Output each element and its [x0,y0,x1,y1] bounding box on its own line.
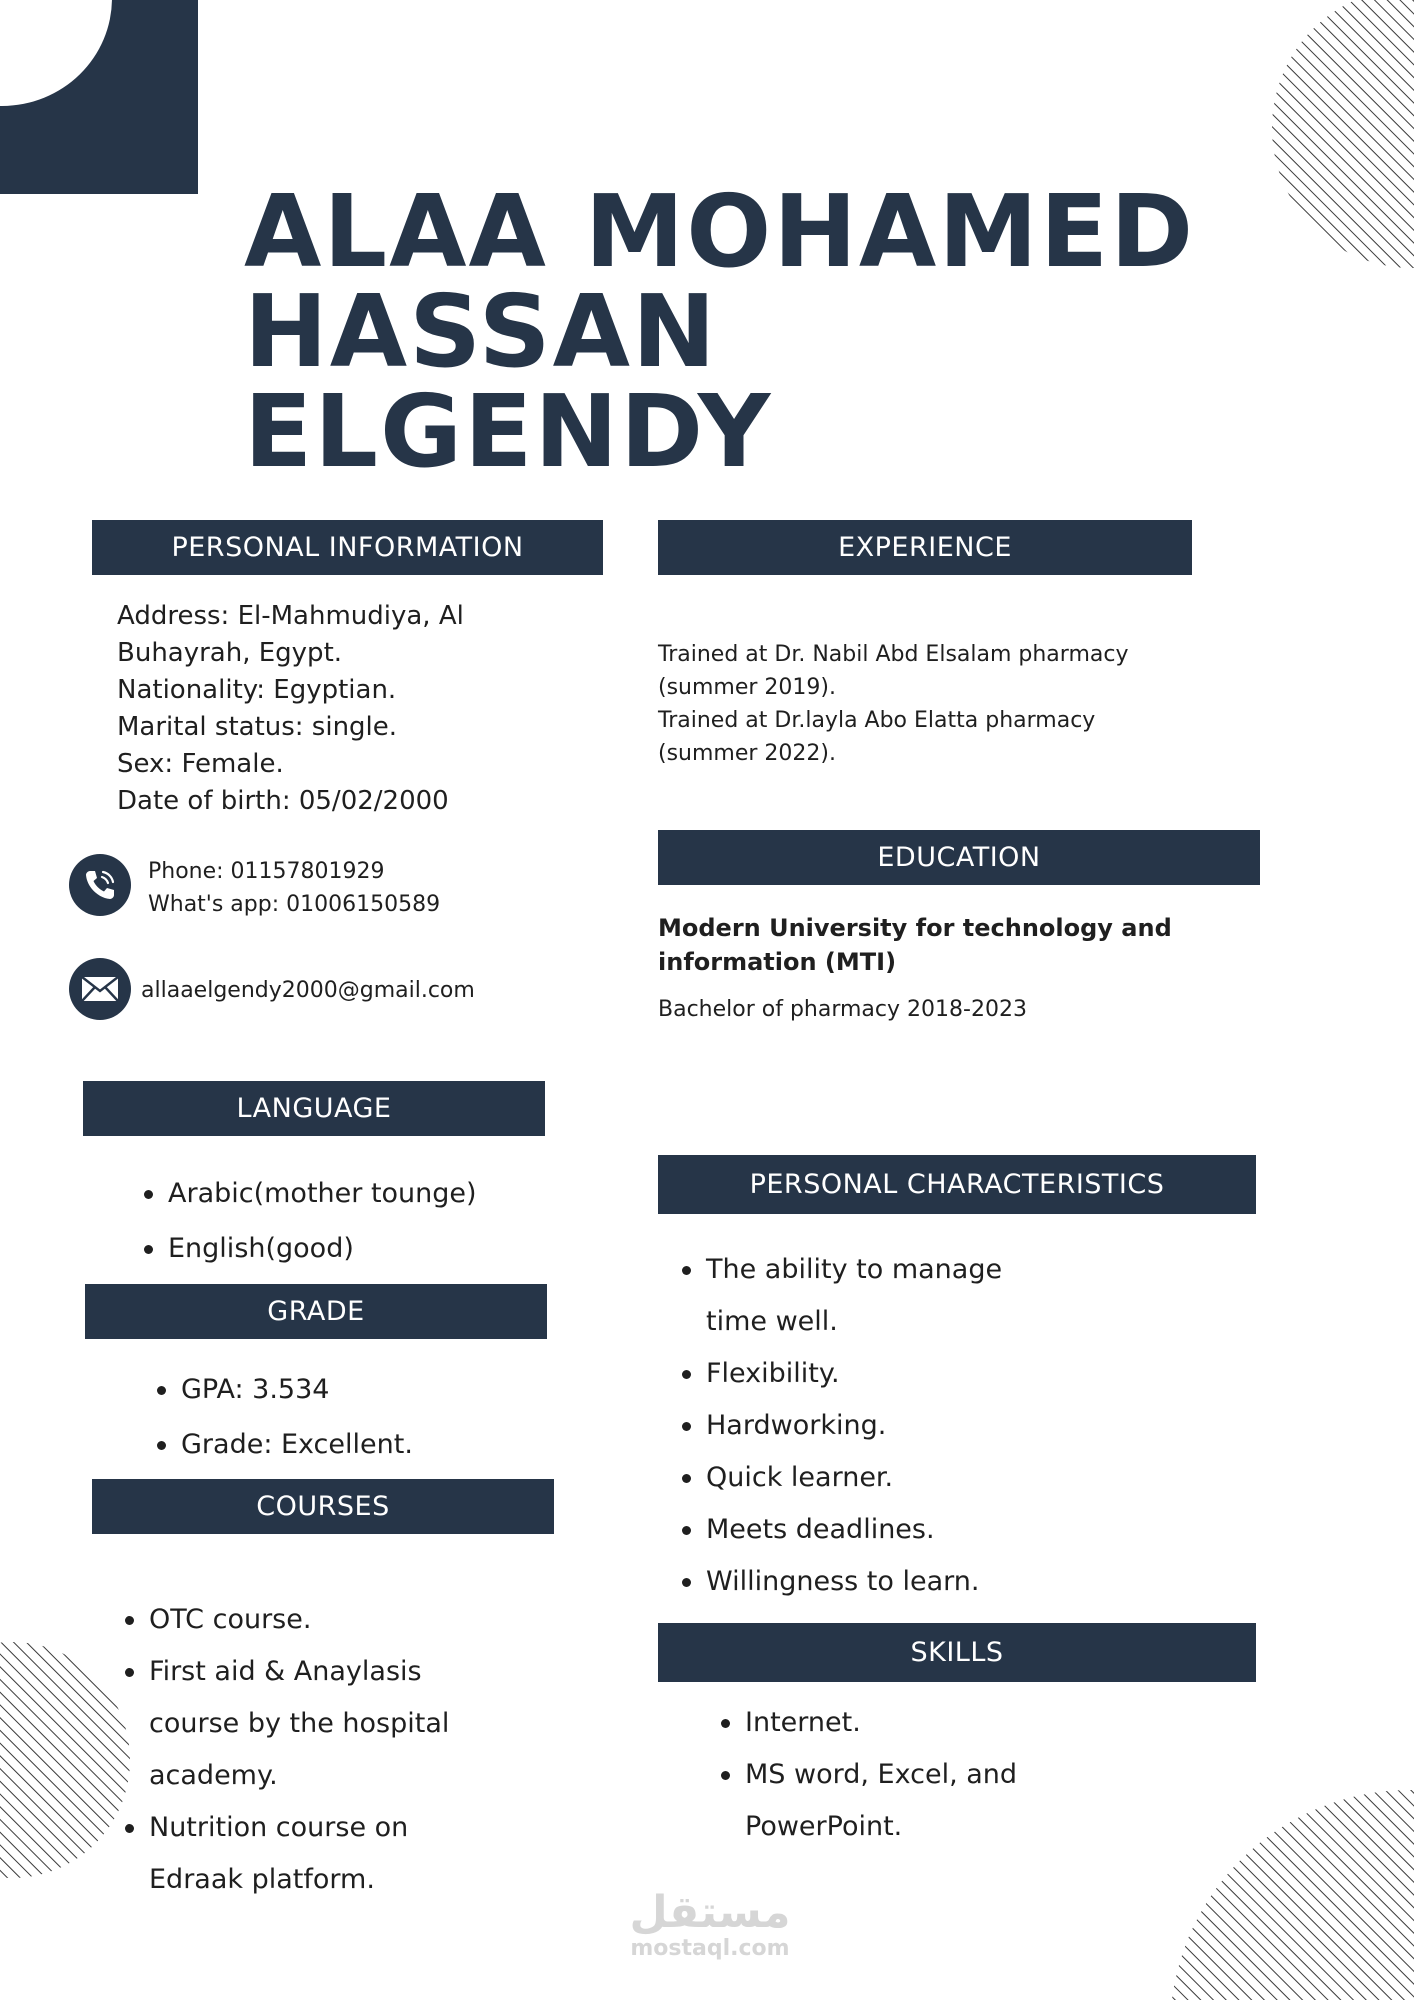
address-line-1: Address: El-Mahmudiya, Al [117,601,464,631]
list-item [680,1244,1240,1348]
watermark [620,1887,800,1962]
nationality: Nationality: Egyptian. [117,675,397,705]
hatched-circle-bottom-left [0,1642,132,1882]
email-address: allaaelgendy2000@gmail.com [141,978,475,1003]
characteristic-time-line-2: time well. [706,1306,838,1337]
language-item-arabic: Arabic(mother tounge) [168,1178,477,1209]
skill-office-line-2: PowerPoint. [745,1811,903,1842]
list-item [155,1362,575,1417]
language-item-english: English(good) [168,1233,354,1264]
grade-heading [85,1284,547,1339]
experience-block [658,638,1218,770]
course-first-aid-line-3: academy. [149,1760,278,1791]
characteristic-time-line-1: The ability to manage [706,1254,1003,1285]
degree: Bachelor of pharmacy 2018-2023 [658,997,1027,1022]
whatsapp-number: What's app: 01006150589 [148,892,441,917]
watermark-arabic: مستقل [629,1887,791,1938]
list-item [680,1504,1240,1556]
courses-list [123,1594,583,1906]
name-line-2: HASSAN ELGENDY [244,273,773,490]
skills-heading-label: SKILLS [910,1637,1004,1668]
characteristic-quick-learner: Quick learner. [706,1462,894,1493]
education-heading-label: EDUCATION [877,842,1041,873]
envelope-icon [69,958,131,1020]
course-nutrition-line-2: Edraak platform. [149,1864,375,1895]
course-first-aid-line-1: First aid & Anaylasis [149,1656,422,1687]
skill-internet: Internet. [745,1707,861,1738]
name-line-1: ALAA MOHAMED [244,173,1196,290]
institution-line-1: Modern University for technology and [658,914,1172,942]
list-item [680,1556,1240,1608]
courses-heading [92,1479,554,1534]
list-item [155,1417,575,1472]
experience-line-3: Trained at Dr.layla Abo Elatta pharmacy [658,708,1096,733]
characteristic-deadlines: Meets deadlines. [706,1514,935,1545]
grade-list [155,1362,575,1472]
sex: Sex: Female. [117,749,284,779]
course-otc: OTC course. [149,1604,312,1635]
phone-icon [69,854,131,916]
list-item [123,1646,583,1802]
skills-heading [658,1623,1256,1682]
address-line-2: Buhayrah, Egypt. [117,638,343,668]
experience-line-2: (summer 2019). [658,675,836,700]
personal-information-heading-label: PERSONAL INFORMATION [171,532,524,563]
phone-icon-glyph [81,866,119,904]
course-first-aid-line-2: course by the hospital [149,1708,450,1739]
experience-heading-label: EXPERIENCE [838,532,1012,563]
marital-status: Marital status: single. [117,712,398,742]
hatched-circle-top-right [1272,0,1414,270]
institution-line-2: information (MTI) [658,948,897,976]
list-item [680,1452,1240,1504]
language-heading [83,1081,545,1136]
experience-line-4: (summer 2022). [658,741,836,766]
phone-block [148,855,548,921]
characteristic-willingness: Willingness to learn. [706,1566,980,1597]
personal-characteristics-heading-label: PERSONAL CHARACTERISTICS [749,1169,1165,1200]
gpa: GPA: 3.534 [181,1374,330,1405]
language-list [142,1166,582,1276]
experience-line-1: Trained at Dr. Nabil Abd Elsalam pharmacy [658,642,1129,667]
courses-heading-label: COURSES [256,1491,390,1522]
education-heading [658,830,1260,885]
list-item [142,1221,582,1276]
characteristic-flexibility: Flexibility. [706,1358,840,1389]
characteristics-list [680,1244,1240,1608]
personal-information-block [117,598,597,820]
experience-heading [658,520,1192,575]
grade-heading-label: GRADE [267,1296,365,1327]
skills-list [719,1697,1239,1853]
course-nutrition-line-1: Nutrition course on [149,1812,409,1843]
envelope-icon-glyph [80,974,120,1004]
language-heading-label: LANGUAGE [236,1093,392,1124]
list-item [680,1348,1240,1400]
phone-number: Phone: 01157801929 [148,859,385,884]
grade-value: Grade: Excellent. [181,1429,413,1460]
page-title [244,173,1244,490]
list-item [719,1697,1239,1749]
date-of-birth: Date of birth: 05/02/2000 [117,786,449,816]
list-item [719,1749,1239,1853]
personal-characteristics-heading [658,1155,1256,1214]
list-item [123,1802,583,1906]
email-block [141,974,601,1007]
education-block [658,911,1258,1026]
list-item [142,1166,582,1221]
personal-information-heading [92,520,603,575]
watermark-latin: mostaql.com [630,1936,790,1961]
list-item [123,1594,583,1646]
list-item [680,1400,1240,1452]
skill-office-line-1: MS word, Excel, and [745,1759,1018,1790]
characteristic-hardworking: Hardworking. [706,1410,887,1441]
